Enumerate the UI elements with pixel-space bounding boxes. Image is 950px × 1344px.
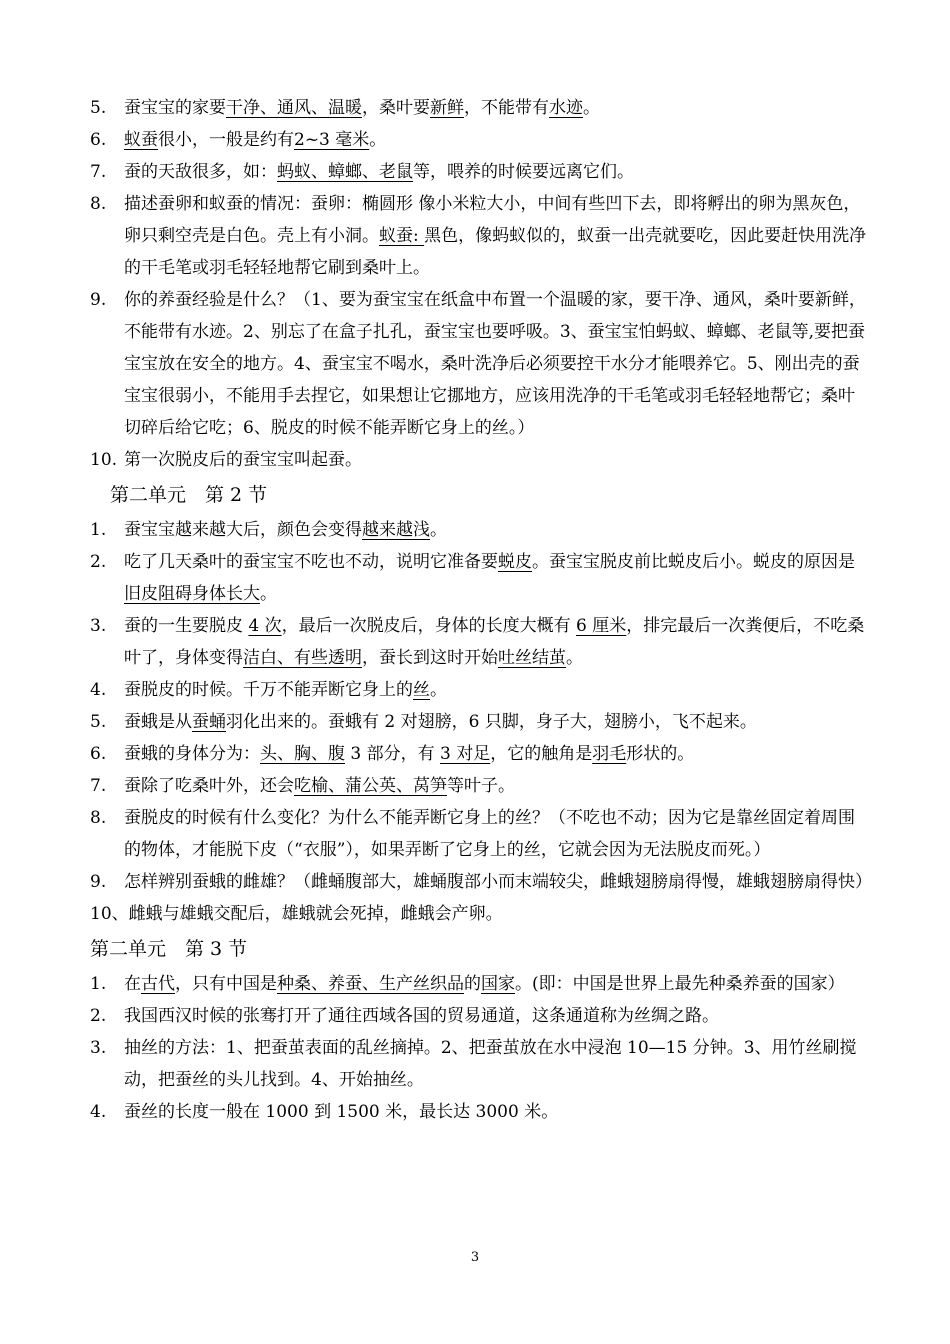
text-run: 。蚕宝宝脱皮前比蜕皮后小。蜕皮的原因是 — [532, 552, 855, 572]
item-number: 5. — [90, 98, 107, 118]
item-text — [124, 968, 870, 1000]
underlined-answer: 古代 — [141, 974, 175, 994]
underlined-answer: 蚕蛹 — [192, 712, 226, 732]
text-run: 。 — [566, 648, 583, 668]
underlined-answer: 吃榆、蒲公英、莴笋 — [294, 776, 447, 796]
underlined-answer: 丝 — [413, 680, 430, 700]
underlined-answer: 蜕皮 — [498, 552, 532, 572]
text-run: 蚕的天敌很多，如： — [124, 162, 277, 182]
page-number: 3 — [470, 1250, 480, 1265]
item-number: 1. — [90, 520, 107, 540]
list-item — [90, 188, 870, 284]
section-heading: 第二单元 第 2 节 — [110, 484, 268, 506]
item-number: 7. — [90, 776, 107, 796]
document-body — [90, 92, 870, 1128]
item-text — [124, 1032, 870, 1096]
text-run: 蚕蛾的身体分为： — [124, 744, 260, 764]
item-number: 5. — [90, 712, 107, 732]
text-run: ，最后一次脱皮后，身体的长度大概有 — [281, 616, 577, 636]
text-run: 怎样辨别蚕蛾的雌雄？（雌蛹腹部大，雄蛹腹部小而末端较尖，雌蛾翅膀扇得慢，雄蛾翅膀扇得快） — [124, 872, 872, 892]
item-text — [124, 546, 870, 610]
text-run: 。 — [583, 98, 600, 118]
item-text — [124, 610, 870, 674]
text-run: 黑色，像蚂蚁似的，蚁蚕一出壳就要吃，因此要赶快用洗净的干毛笔或羽毛轻轻地帮它刷到桑叶上。 — [124, 226, 867, 278]
text-run: 。 — [260, 584, 277, 604]
item-number: 3. — [90, 616, 107, 636]
item-text — [124, 866, 870, 898]
item-number: 3. — [90, 1038, 107, 1058]
item-text — [124, 706, 870, 738]
text-run: 蚕除了吃桑叶外，还会 — [124, 776, 294, 796]
underlined-answer: 种桑、养蚕、生产丝织品 — [277, 974, 464, 994]
text-run: 蚕蛾是从 — [124, 712, 192, 732]
item-number: 10. — [90, 450, 118, 470]
underlined-answer: 羽毛 — [592, 744, 627, 764]
underlined-answer: 2~3 毫米 — [294, 130, 370, 150]
underlined-answer: 国家 — [481, 974, 515, 994]
item-number: 1. — [90, 974, 107, 994]
underlined-answer: 洁白、有些透明 — [243, 648, 362, 668]
list-item — [90, 866, 870, 898]
item-text — [124, 1000, 870, 1032]
text-run: ，蚕长到这时开始 — [362, 648, 498, 668]
item-text — [124, 514, 870, 546]
list-item — [90, 738, 870, 770]
text-run: 。(即：中国是世界上最先种桑养蚕的国家） — [515, 974, 845, 994]
item-number: 8. — [90, 194, 107, 214]
item-number: 8. — [90, 808, 107, 828]
text-run: 吃了几天桑叶的蚕宝宝不吃也不动，说明它准备要 — [124, 552, 498, 572]
list-item — [90, 1096, 870, 1128]
text-run: 在 — [124, 974, 141, 994]
item-number: 6. — [90, 130, 107, 150]
item-text — [124, 738, 870, 770]
text-run: 蚕宝宝越来越大后，颜色会变得 — [124, 520, 362, 540]
text-run: 你的养蚕经验是什么？（1、要为蚕宝宝在纸盒中布置一个温暖的家，要干净、通风，桑叶要新鲜，不能带有水迹。2、别忘了在盒子扎孔，蚕宝宝也要呼吸。3、蚕宝宝怕蚂蚁、蟑螂、老鼠等,要把蚕宝宝放在安全的地方。4、蚕宝宝不喝水，桑叶洗净后必须要控干水分才能喂养它。5、刚出壳的蚕宝宝很弱小，不能用手去捏它，如果想让它挪地方，应该用洗净的干毛笔或羽毛轻轻地帮它；桑叶切碎后给它吃；6、脱皮的时候不能弄断它身上的丝。） — [124, 290, 866, 438]
item-number: 4. — [90, 1102, 107, 1122]
list-item — [90, 968, 870, 1000]
item-text — [124, 1096, 870, 1128]
item-text — [124, 156, 870, 188]
text-run: 。 — [369, 130, 387, 150]
text-run: 蚕脱皮的时候。千万不能弄断它身上的 — [124, 680, 413, 700]
item-text — [124, 444, 870, 476]
underlined-answer: 头、胸、腹 — [260, 744, 345, 764]
text-run: ，只有中国是 — [175, 974, 277, 994]
underlined-answer: 4 次 — [248, 616, 282, 636]
paragraph — [90, 898, 870, 930]
text-run: 蚕宝宝的家要 — [124, 98, 226, 118]
item-text — [124, 124, 870, 156]
text-run: 蚕脱皮的时候有什么变化？为什么不能弄断它身上的丝？（不吃也不动；因为它是靠丝固定着周围的物体，才能脱下皮（“衣服”），如果弄断了它身上的丝，它就会因为无法脱皮而死。） — [124, 808, 855, 860]
text-run: 等叶子。 — [447, 776, 515, 796]
text-run: 蚕丝的长度一般在 1000 到 1500 米，最长达 3000 米。 — [124, 1102, 559, 1122]
text-run: 的 — [464, 974, 481, 994]
list-item — [90, 802, 870, 866]
text-run: ，它的触角是 — [490, 744, 593, 764]
underlined-answer: 6 厘米 — [576, 616, 627, 636]
underlined-answer: 蚁蚕 — [124, 130, 158, 150]
underlined-answer: 水迹 — [549, 98, 583, 118]
list-item — [90, 770, 870, 802]
item-number: 6. — [90, 744, 107, 764]
item-text — [124, 674, 870, 706]
section-heading: 第二单元 第 3 节 — [90, 938, 248, 960]
list-item — [90, 1000, 870, 1032]
underlined-answer: 旧皮阻碍身体长大 — [124, 584, 260, 604]
text-run: ，不能带有 — [464, 98, 549, 118]
list-item — [90, 124, 870, 156]
list-item — [90, 92, 870, 124]
text-run: 等，喂养的时候要远离它们。 — [413, 162, 634, 182]
list-item — [90, 706, 870, 738]
list-item — [90, 284, 870, 444]
list-item — [90, 514, 870, 546]
text-run: 抽丝的方法：1、把蚕茧表面的乱丝摘掉。2、把蚕茧放在水中浸泡 10—15 分钟。3、用竹丝刷搅动，把蚕丝的头儿找到。4、开始抽丝。 — [124, 1038, 857, 1090]
text-run: ，排完最后一次粪便后，不吃桑叶了，身体变得 — [124, 616, 865, 668]
list-item — [90, 546, 870, 610]
underlined-answer: 蚁蚕 — [379, 226, 413, 246]
list-item — [90, 674, 870, 706]
list-item — [90, 610, 870, 674]
text-run: 很小，一般是约有 — [158, 130, 294, 150]
item-number: 7. — [90, 162, 107, 182]
list-item — [90, 156, 870, 188]
text-run: 第一次脱皮后的蚕宝宝叫起蚕。 — [124, 450, 362, 470]
item-number: 2. — [90, 552, 107, 572]
underlined-answer: 新鲜 — [430, 98, 464, 118]
item-text — [124, 188, 870, 284]
text-run: 。 — [430, 680, 447, 700]
text-run: 10、雌蛾与雄蛾交配后，雄蛾就会死掉，雌蛾会产卵。 — [90, 904, 503, 924]
underlined-answer: : — [413, 226, 425, 246]
text-run: ，桑叶要 — [362, 98, 430, 118]
item-number: 9. — [90, 290, 107, 310]
underlined-answer: 越来越浅 — [362, 520, 430, 540]
text-run: 3 部分，有 — [345, 744, 441, 764]
item-text — [124, 284, 870, 444]
item-number: 4. — [90, 680, 107, 700]
text-run: 我国西汉时候的张骞打开了通往西域各国的贸易通道，这条通道称为丝绸之路。 — [124, 1006, 719, 1026]
text-run: 描述蚕卵和蚁蚕的情况：蚕卵：椭圆形 像小米粒大小，中间有些凹下去，即将孵出的卵为黑灰色，卵只剩空壳是白色。壳上有小洞。 — [124, 194, 861, 246]
list-item — [90, 444, 870, 476]
text-run: 蚕的一生要脱皮 — [124, 616, 249, 636]
item-number: 9. — [90, 872, 107, 892]
underlined-answer: 3 对足 — [440, 744, 491, 764]
text-run: 羽化出来的。蚕蛾有 2 对翅膀，6 只脚，身子大，翅膀小，飞不起来。 — [226, 712, 757, 732]
text-run: 形状的。 — [626, 744, 695, 764]
underlined-answer: 蚂蚁、蟑螂、老鼠 — [277, 162, 413, 182]
text-run: 。 — [430, 520, 447, 540]
item-number: 2. — [90, 1006, 107, 1026]
item-text — [124, 92, 870, 124]
item-text — [124, 802, 870, 866]
item-text — [124, 770, 870, 802]
underlined-answer: 吐丝结茧 — [498, 648, 566, 668]
list-item — [90, 1032, 870, 1096]
underlined-answer: 干净、通风、温暖 — [226, 98, 362, 118]
